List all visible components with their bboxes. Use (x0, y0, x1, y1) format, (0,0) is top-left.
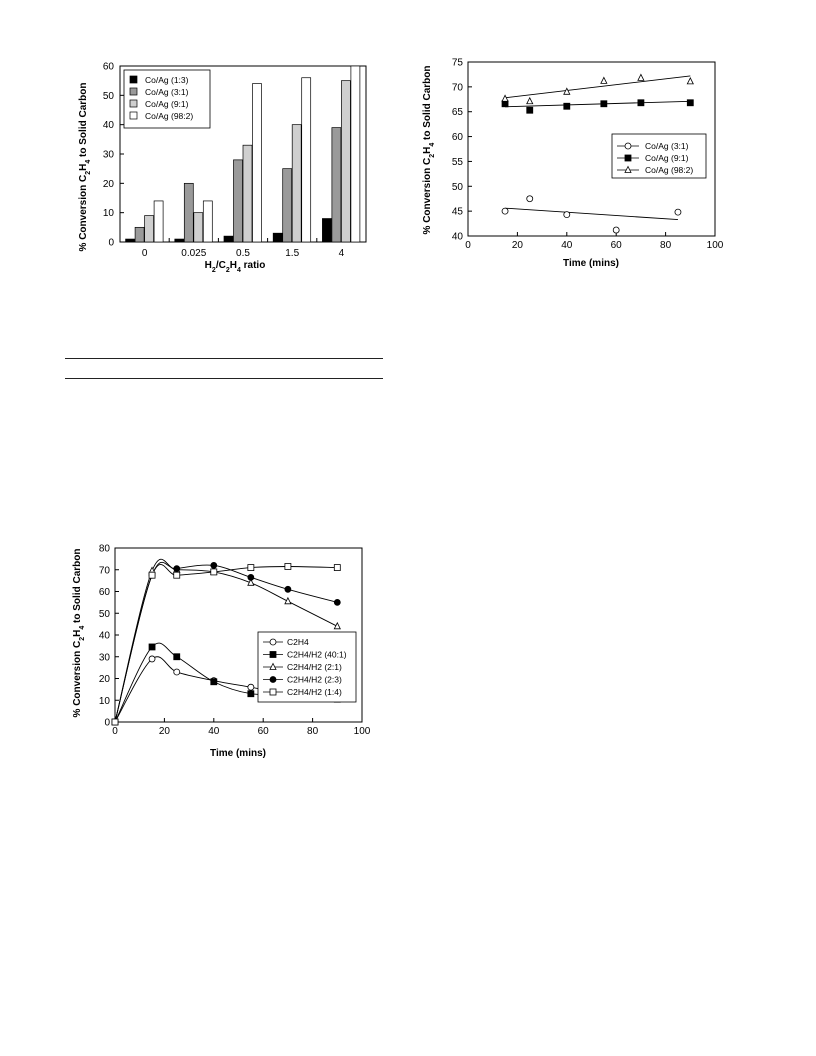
data-point (285, 598, 291, 604)
x-axis-label: Time (mins) (210, 748, 266, 759)
data-point (527, 196, 533, 202)
x-tick-label: 60 (257, 726, 269, 737)
data-point (248, 684, 254, 690)
bar (273, 233, 282, 242)
legend-marker (270, 639, 276, 645)
x-tick-label: 100 (353, 726, 371, 737)
data-point (285, 563, 291, 569)
y-tick-label: 70 (451, 82, 463, 94)
data-point (149, 644, 155, 650)
x-tick-label: 4 (338, 248, 345, 259)
legend-swatch (130, 112, 137, 119)
data-point (638, 100, 644, 106)
data-point (601, 77, 607, 83)
y-tick-label: 30 (102, 149, 114, 161)
data-point (174, 669, 180, 675)
data-point (564, 88, 570, 94)
plot-area (99, 544, 371, 738)
legend-entry: Co/Ag (9:1) (145, 99, 189, 109)
bar (135, 227, 144, 242)
x-tick-label: 1.5 (285, 248, 300, 259)
data-point (285, 586, 291, 592)
x-tick-label: 80 (307, 726, 319, 737)
y-tick-label: 60 (451, 132, 463, 144)
legend-entry: C2H4/H2 (1:4) (287, 687, 342, 697)
legend (258, 632, 356, 702)
bar (126, 239, 135, 242)
data-point (564, 103, 570, 109)
y-tick-label: 70 (98, 565, 110, 577)
y-tick-label: 50 (451, 181, 463, 193)
data-point (149, 572, 155, 578)
bar (302, 78, 311, 242)
y-axis-label: % Conversion $C_2H_4$ to Solid Carbon (78, 82, 92, 252)
legend-entry: Co/Ag (98:2) (645, 165, 694, 175)
y-tick-label: 0 (108, 237, 114, 249)
data-point (687, 100, 693, 106)
fit-line (505, 76, 690, 98)
plot-area (103, 62, 366, 260)
y-tick-label: 10 (102, 208, 114, 220)
data-point (248, 691, 254, 697)
y-tick-label: 50 (102, 90, 114, 102)
data-point (174, 572, 180, 578)
bar (224, 236, 233, 242)
y-tick-label: 50 (98, 608, 110, 620)
y-tick-label: 30 (98, 652, 110, 664)
data-point (502, 95, 508, 101)
x-tick-label: 100 (706, 240, 724, 251)
x-tick-label: 0.5 (236, 248, 250, 259)
y-tick-label: 75 (451, 57, 463, 69)
x-tick-label: 20 (158, 726, 170, 737)
legend-entry: C2H4/H2 (2:1) (287, 662, 342, 672)
scatter-chart-conversion-vs-time (418, 50, 723, 270)
legend-marker (270, 677, 276, 683)
plot-area (452, 58, 724, 252)
table-rule-top (65, 358, 383, 359)
bar (243, 145, 252, 242)
legend-marker (625, 155, 631, 161)
bar (292, 125, 301, 242)
x-tick-label: 80 (660, 240, 672, 251)
data-point (334, 565, 340, 571)
legend-entry: Co/Ag (1:3) (145, 75, 189, 85)
data-point (334, 623, 340, 629)
y-tick-label: 40 (102, 120, 114, 132)
legend-entry: C2H4/H2 (40:1) (287, 649, 347, 660)
legend-swatch (130, 100, 137, 107)
legend-entry: C2H4/H2 (2:3) (287, 674, 342, 685)
data-point (248, 565, 254, 571)
x-tick-label: 60 (610, 240, 622, 251)
data-point (675, 209, 681, 215)
legend (612, 134, 706, 178)
y-tick-label: 80 (98, 543, 110, 555)
bar (184, 183, 193, 242)
bar (253, 84, 262, 242)
y-tick-label: 10 (98, 695, 110, 707)
bar (341, 81, 350, 242)
data-point (527, 98, 533, 104)
data-point (211, 562, 217, 568)
data-point (502, 208, 508, 214)
data-point (174, 654, 180, 660)
bar (203, 201, 212, 242)
legend-marker (625, 143, 631, 149)
bar (322, 219, 331, 242)
legend-swatch (130, 76, 137, 83)
legend-swatch (130, 88, 137, 95)
legend-entry: Co/Ag (98:2) (145, 111, 194, 121)
y-tick-label: 45 (451, 206, 463, 218)
data-point (211, 569, 217, 575)
bar (154, 201, 163, 242)
data-point (601, 101, 607, 107)
data-point (527, 107, 533, 113)
y-axis-label: % Conversion $C_2H_4$ to Solid Carbon (72, 548, 86, 718)
legend-marker (270, 689, 276, 695)
y-tick-label: 65 (451, 107, 463, 119)
y-tick-label: 20 (102, 178, 114, 190)
y-tick-label: 40 (98, 630, 110, 642)
y-tick-label: 60 (98, 587, 110, 598)
data-point (564, 212, 570, 218)
bar-chart-conversion-vs-ratio (68, 50, 388, 285)
y-tick-label: 0 (104, 717, 110, 729)
data-point (149, 656, 155, 662)
y-tick-label: 20 (98, 674, 110, 685)
data-point (334, 599, 340, 605)
legend-marker (270, 652, 276, 658)
fit-line (505, 208, 678, 219)
bar (351, 66, 360, 242)
table-rule-bottom (65, 378, 383, 379)
bar (194, 213, 203, 242)
data-point (211, 679, 217, 685)
bar (332, 128, 341, 242)
line-chart-conversion-vs-time (68, 538, 373, 760)
data-point (174, 566, 180, 572)
legend-entry: C2H4 (287, 637, 309, 647)
legend-entry: Co/Ag (3:1) (645, 141, 689, 151)
y-tick-label: 55 (451, 156, 463, 168)
x-axis-label: Time (mins) (563, 258, 619, 269)
y-tick-label: 60 (102, 61, 114, 73)
bar (145, 216, 154, 242)
y-tick-label: 40 (451, 231, 463, 243)
x-tick-label: 40 (208, 726, 220, 737)
legend-entry: Co/Ag (9:1) (645, 153, 689, 163)
data-point (248, 574, 254, 580)
bar (234, 160, 243, 242)
bar (175, 239, 184, 242)
x-tick-label: 0 (465, 240, 471, 251)
data-point (638, 74, 644, 80)
data-point (613, 227, 619, 233)
legend (124, 70, 210, 128)
x-tick-label: 0 (112, 726, 118, 737)
legend-entry: Co/Ag (3:1) (145, 87, 189, 97)
y-axis-label: % Conversion $C_2H_4$ to Solid Carbon (422, 65, 436, 235)
data-point (112, 719, 118, 725)
x-tick-label: 20 (511, 240, 523, 251)
data-point (687, 78, 693, 84)
x-tick-label: 0.025 (181, 248, 207, 259)
x-tick-label: 0 (141, 248, 148, 259)
x-axis-label: $H_2/C_2H_4$ ratio (204, 260, 266, 274)
x-tick-label: 40 (561, 240, 573, 251)
bar (283, 169, 292, 242)
